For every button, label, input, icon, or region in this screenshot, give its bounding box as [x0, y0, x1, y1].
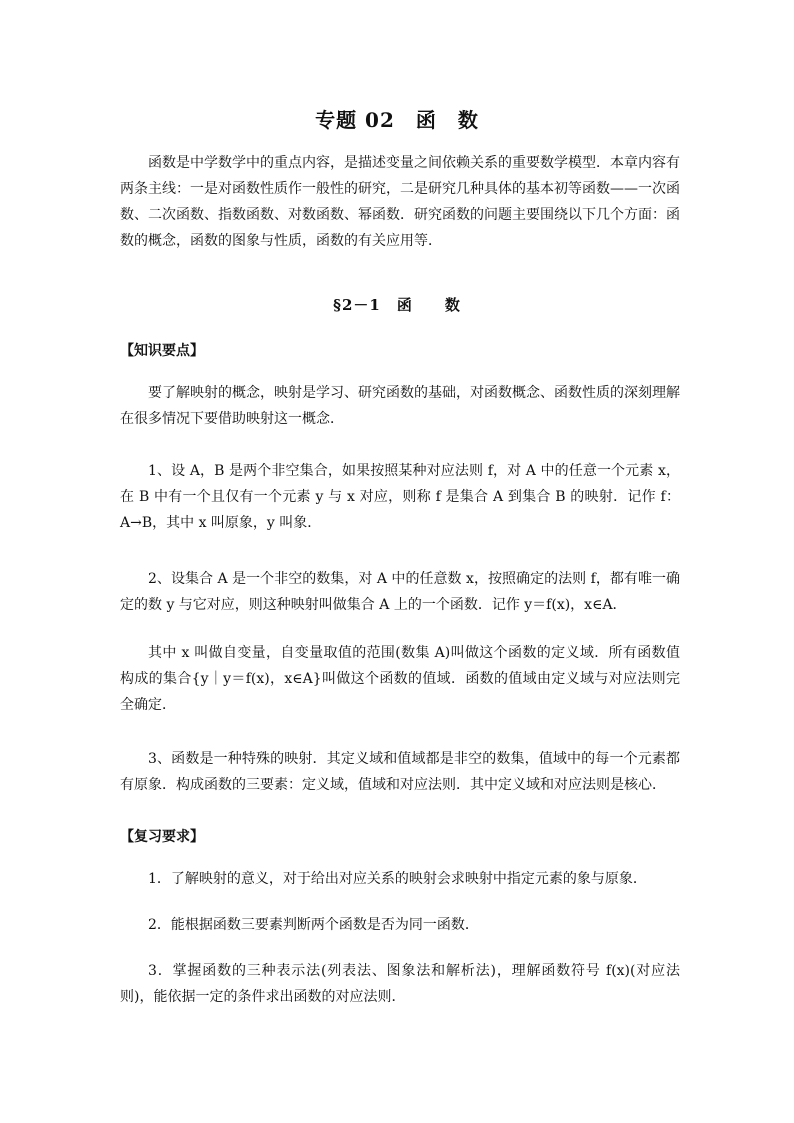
point-3-paragraph: 3、函数是一种特殊的映射．其定义域和值域都是非空的数集，值域中的每一个元素都有原象．构成函数的三要素：定义域，值域和对应法则．其中定义域和对应法则是核心． — [120, 751, 680, 793]
page-title: 专题 02 函 数 — [315, 108, 479, 132]
section-title: §2－1 函 数 — [333, 296, 461, 314]
knowledge-intro-paragraph: 要了解映射的概念，映射是学习、研究函数的基础，对函数概念、函数性质的深刻理解在很多情况下要借助映射这一概念． — [120, 385, 680, 427]
review-heading: 【复习要求】 — [120, 829, 204, 845]
point-1-paragraph: 1、设 A，B 是两个非空集合，如果按照某种对应法则 f，对 A 中的任意一个元素 x，在 B 中有一个且仅有一个元素 y 与 x 对应，则称 f 是集合 A 到集合 B 的映射．记作 f：A→B，其中 x 叫原象，y 叫象． — [120, 463, 680, 531]
point-2-note-paragraph: 其中 x 叫做自变量，自变量取值的范围(数集 A)叫做这个函数的定义域．所有函数值构成的集合{y｜y＝f(x)，x∈A}叫做这个函数的值域．函数的值域由定义域与对应法则完全确定． — [120, 645, 680, 713]
knowledge-heading: 【知识要点】 — [120, 343, 204, 359]
requirement-3: 3．掌握函数的三种表示法(列表法、图象法和解析法)，理解函数符号 f(x)(对应法则)，能依据一定的条件求出函数的对应法则． — [120, 963, 680, 1005]
point-2-paragraph: 2、设集合 A 是一个非空的数集，对 A 中的任意数 x，按照确定的法则 f，都有唯一确定的数 y 与它对应，则这种映射叫做集合 A 上的一个函数．记作 y＝f(x)，x∈A． — [120, 571, 680, 613]
intro-paragraph: 函数是中学数学中的重点内容，是描述变量之间依赖关系的重要数学模型．本章内容有两条主线：一是对函数性质作一般性的研究，二是研究几种具体的基本初等函数——一次函数、二次函数、指数函数、对数函数、幂函数．研究函数的问题主要围绕以下几个方面：函数的概念，函数的图象与性质，函数的有关应用等． — [120, 155, 680, 249]
requirement-2: 2．能根据函数三要素判断两个函数是否为同一函数． — [148, 917, 479, 933]
requirement-1: 1．了解映射的意义，对于给出对应关系的映射会求映射中指定元素的象与原象． — [148, 871, 647, 887]
